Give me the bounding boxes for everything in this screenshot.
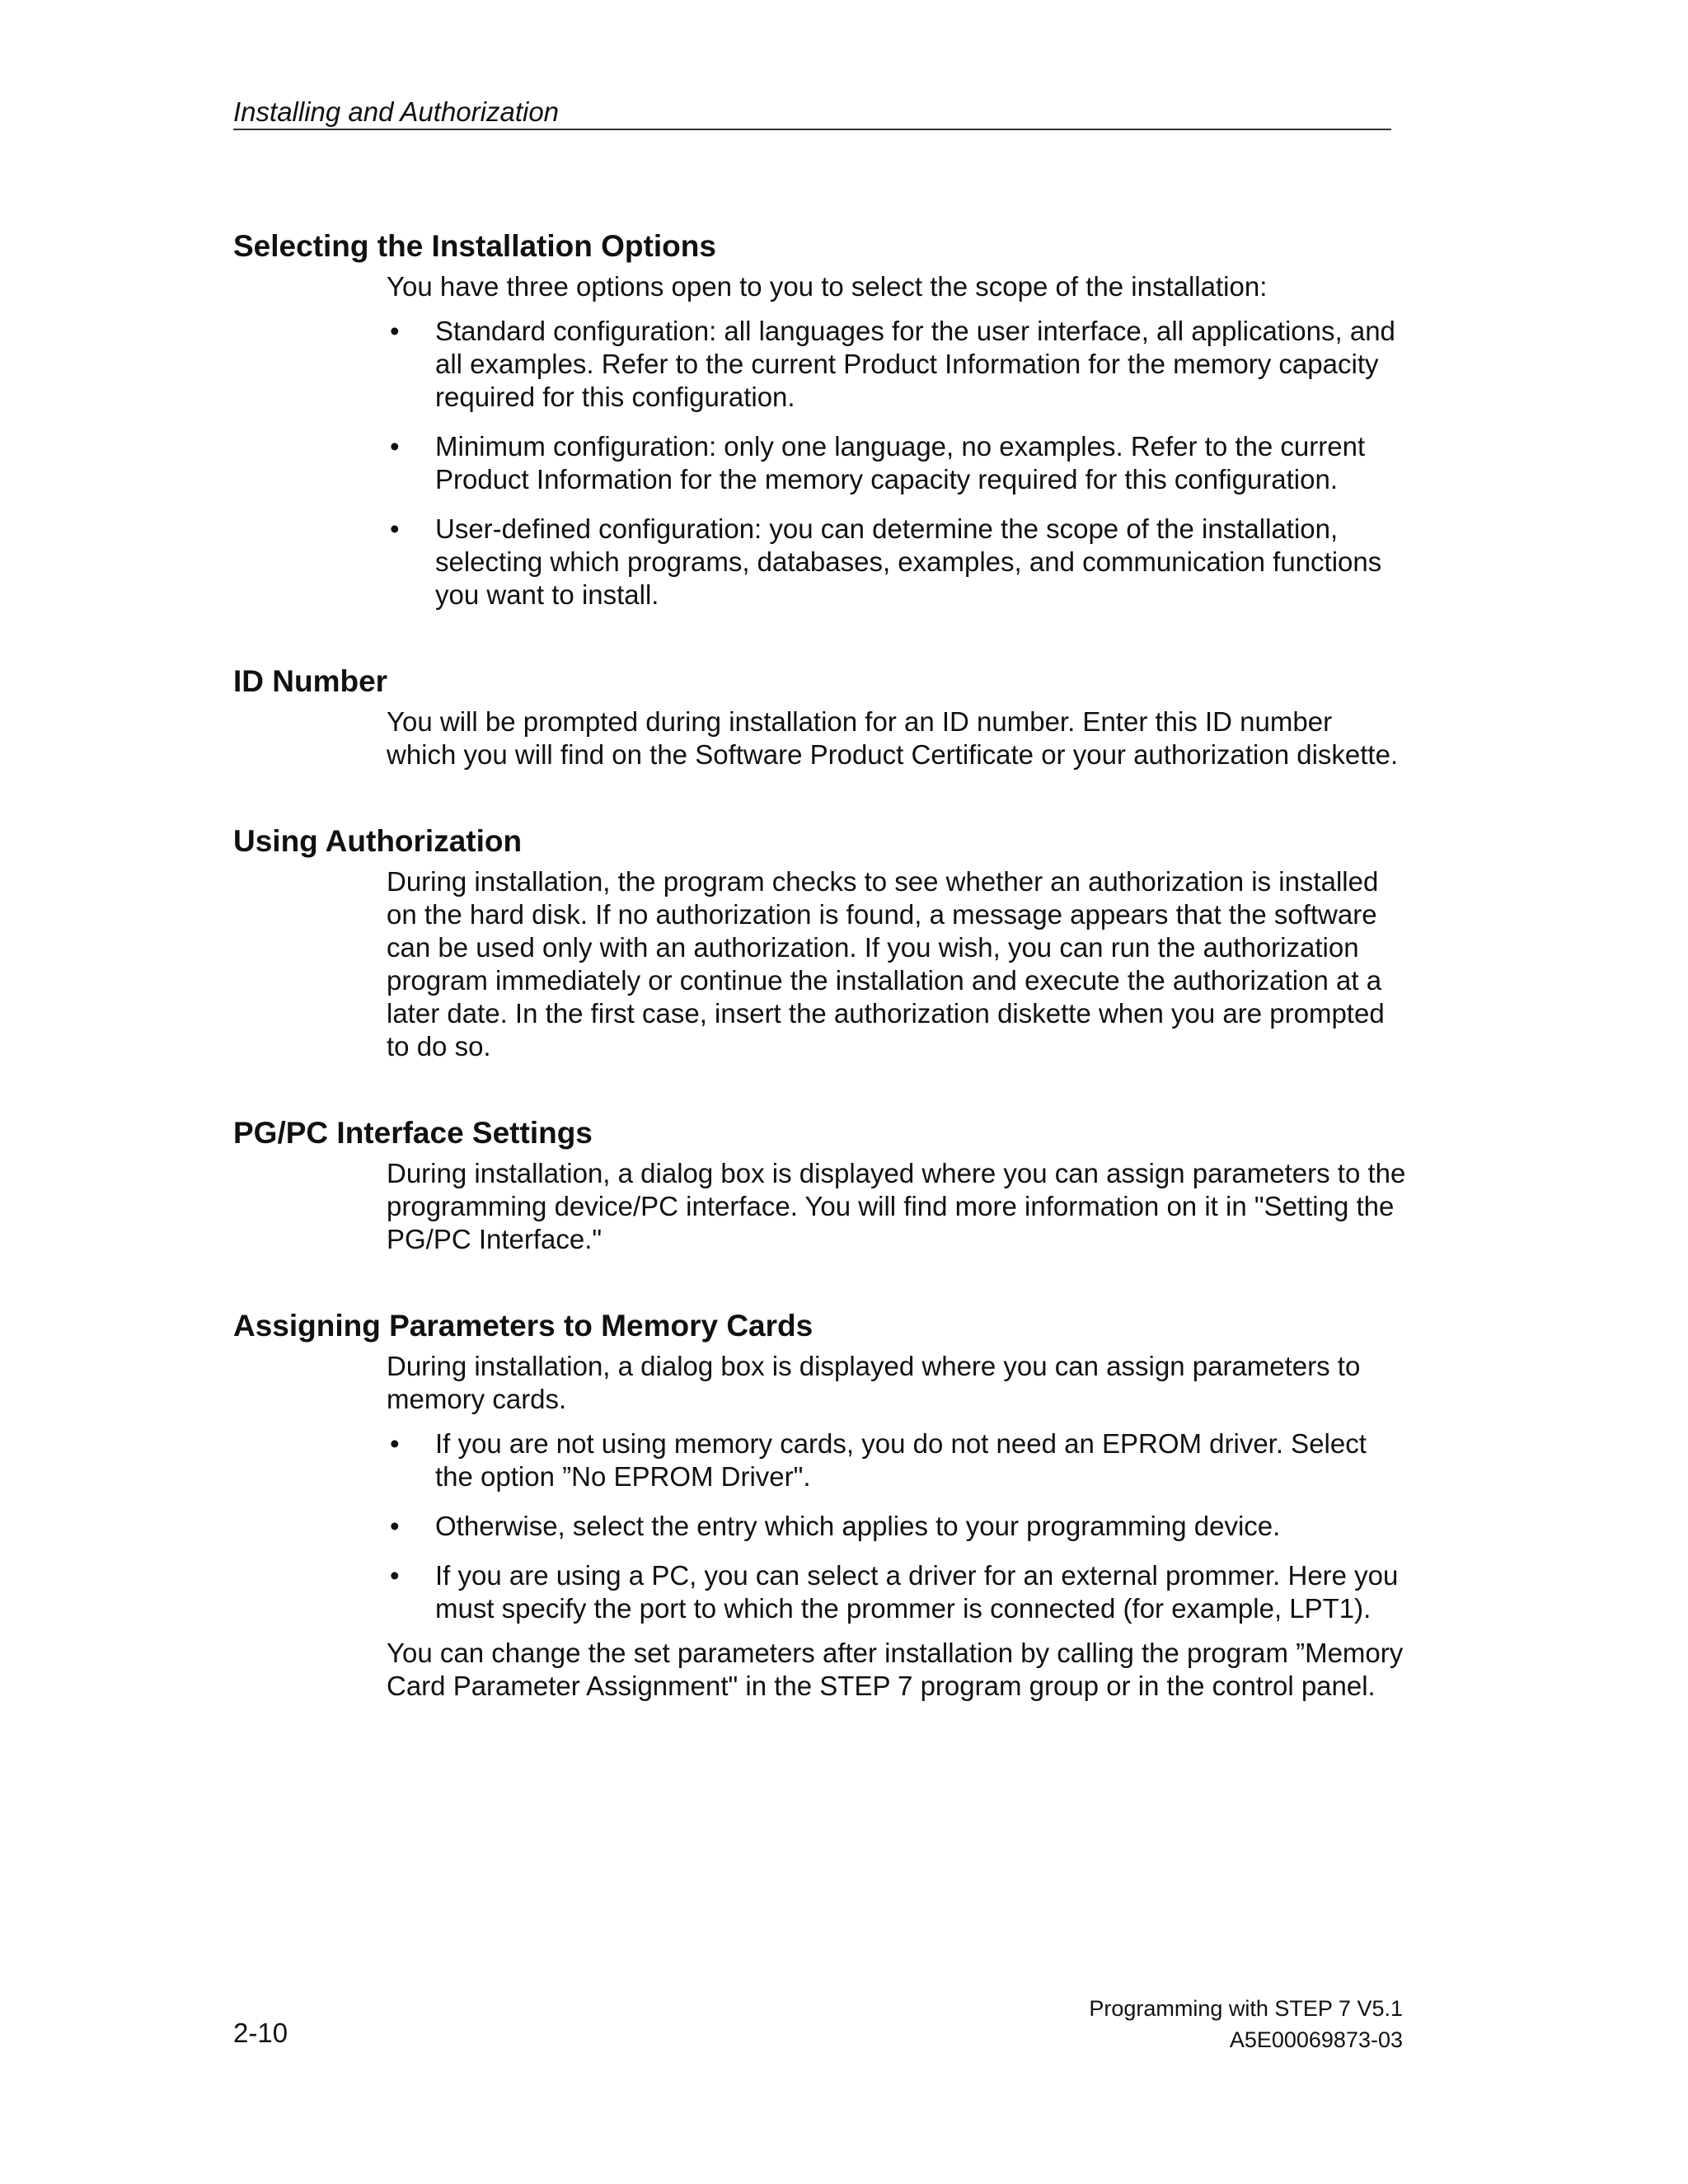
list-item-text: Standard configuration: all languages for the user interface, all applications, and all examples. Refer to the current Product Information for the memory capacity required for this configuration.	[435, 316, 1395, 412]
section-id-number	[233, 663, 1404, 771]
section-heading: Assigning Parameters to Memory Cards	[233, 1309, 814, 1343]
bullet-icon: •	[390, 1560, 400, 1591]
bullet-icon: •	[390, 1511, 400, 1541]
bullet-list	[387, 1427, 1409, 1625]
document-number: A5E00069873-03	[1229, 2027, 1403, 2052]
list-item-text: If you are using a PC, you can select a driver for an external prommer. Here you must specify the port to which the prommer is connected (for example, LPT1).	[435, 1560, 1399, 1624]
list-item	[387, 1559, 1409, 1625]
bullet-icon: •	[390, 1428, 400, 1459]
manual-title: Programming with STEP 7 V5.1	[1089, 1996, 1403, 2021]
list-item-text: If you are not using memory cards, you do not need an EPROM driver. Select the option ”No EPROM Driver".	[435, 1428, 1367, 1492]
list-item	[387, 1427, 1409, 1493]
section-heading: ID Number	[233, 664, 388, 698]
paragraph: You have three options open to you to select the scope of the installation:	[387, 271, 1268, 302]
paragraph: You can change the set parameters after installation by calling the program ”Memory Card Parameter Assignment" in the STEP 7 program group or in the control panel.	[387, 1638, 1404, 1701]
paragraph: You will be prompted during installation for an ID number. Enter this ID number which you will find on the Software Product Certificate or your authorization diskette.	[387, 706, 1399, 770]
bullet-list	[387, 315, 1409, 612]
section-body	[387, 270, 1409, 612]
bullet-icon: •	[390, 431, 400, 462]
running-header-title: Installing and Authorization	[233, 96, 560, 127]
list-item-text: User-defined configuration: you can determine the scope of the installation, selecting which programs, databases, examples, and communication functions you want to install.	[435, 513, 1382, 610]
section-pgpc-interface	[233, 1114, 1404, 1256]
page-content	[233, 227, 1404, 1754]
section-heading: PG/PC Interface Settings	[233, 1116, 593, 1150]
section-body	[387, 705, 1409, 771]
paragraph: During installation, a dialog box is displayed where you can assign parameters to the programming device/PC interface. You will find more information on it in "Setting the PG/PC Interface."	[387, 1158, 1406, 1254]
section-installation-options	[233, 227, 1404, 612]
page-number: 2-10	[233, 2018, 288, 2048]
bullet-icon: •	[390, 316, 400, 346]
section-body	[387, 1350, 1409, 1703]
list-item	[387, 430, 1409, 496]
paragraph: During installation, the program checks to see whether an authorization is installed on the hard disk. If no authorization is found, a message appears that the software can be used only with an authorization. If you wish, you can run the authorization program immediately or continue the installation and execute the authorization at a later date. In the first case, insert the authorization diskette when you are prompted to do so.	[387, 866, 1385, 1062]
section-using-authorization	[233, 823, 1404, 1063]
running-header	[233, 91, 1391, 130]
paragraph: During installation, a dialog box is displayed where you can assign parameters to memory cards.	[387, 1351, 1361, 1414]
bullet-icon: •	[390, 513, 400, 544]
list-item	[387, 513, 1409, 612]
section-body	[387, 865, 1409, 1063]
footer-doc-info	[1089, 1993, 1403, 2055]
list-item	[387, 1510, 1409, 1543]
list-item-text: Minimum configuration: only one language, no examples. Refer to the current Product Information for the memory capacity required for this configuration.	[435, 431, 1366, 494]
section-heading: Using Authorization	[233, 824, 523, 858]
list-item-text: Otherwise, select the entry which applies to your programming device.	[435, 1511, 1281, 1541]
section-body	[387, 1157, 1409, 1256]
list-item	[387, 315, 1409, 414]
section-heading: Selecting the Installation Options	[233, 229, 716, 263]
section-memory-cards	[233, 1307, 1404, 1703]
